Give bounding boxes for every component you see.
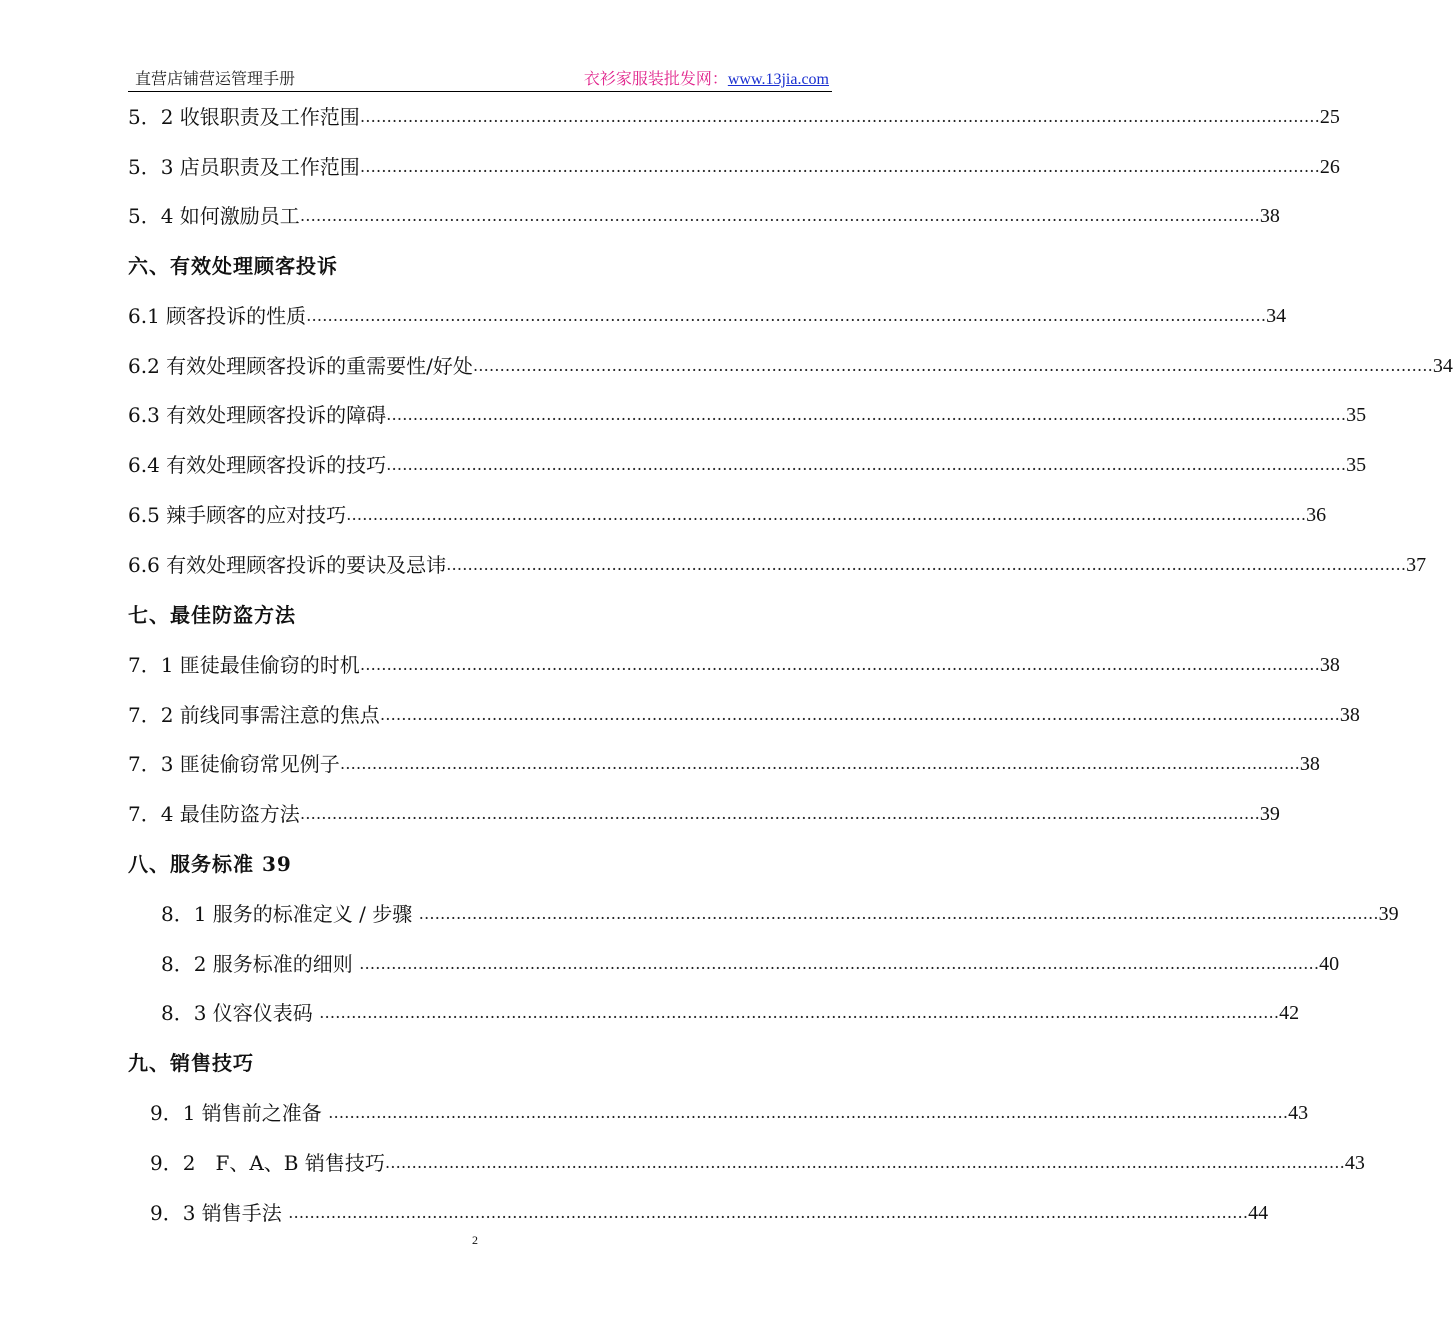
toc-entry[interactable] [128,152,1340,182]
toc-entry[interactable] [128,301,1287,331]
toc-page-number: 40 [1319,953,1340,975]
toc-page-number: 34 [1266,305,1287,327]
toc-entry-title: 7．2 前线同事需注意的焦点 [128,703,380,727]
toc-entry[interactable] [128,749,1320,779]
toc-entry-title: 6.2 有效处理顾客投诉的重需要性/好处 [128,354,473,378]
toc-entry-title: 8．2 服务标准的细则 [161,952,360,976]
toc-entry-title: 7．1 匪徒最佳偷窃的时机 [128,653,360,677]
dot-leader: ……………………………………………………………………………………………………………………………………………………………… [386,455,1347,474]
toc-page-number: 34 [1432,355,1453,377]
toc-entry[interactable] [150,1148,1365,1178]
toc-entry[interactable] [128,550,1427,580]
toc-section-heading: 八、服务标准 39 [128,852,292,876]
toc-page-number: 38 [1259,205,1280,227]
toc-entry-title: 9．3 销售手法 [150,1201,289,1225]
website-link[interactable]: www.13jia.com [727,71,829,88]
website-name: 衣衫家服装批发网： [583,69,728,88]
dot-leader: ……………………………………………………………………………………………………………………………………………………………… [306,306,1267,325]
toc-entry[interactable] [128,650,1340,680]
toc-entry-title: 6.4 有效处理顾客投诉的技巧 [128,453,387,477]
dot-leader: ……………………………………………………………………………………………………………………………………………………………… [319,1003,1280,1022]
toc-entry-title: 5．4 如何激励员工 [128,204,300,228]
toc-entry-title: 5．3 店员职责及工作范围 [128,155,360,179]
toc-entry[interactable] [161,899,1399,929]
toc-entry[interactable] [150,1098,1309,1128]
dot-leader: ……………………………………………………………………………………………………………………………………………………………… [359,157,1320,176]
page-number: 2 [472,1233,478,1247]
toc-entry-title: 7．3 匪徒偷窃常见例子 [128,752,340,776]
toc-section-heading: 九、销售技巧 [128,1051,254,1075]
dot-leader: ……………………………………………………………………………………………………………………………………………………………… [299,804,1260,823]
toc-page-number: 43 [1344,1152,1365,1174]
dot-leader: ……………………………………………………………………………………………………………………………………………………………… [379,705,1340,724]
dot-leader: ……………………………………………………………………………………………………………………………………………………………… [346,505,1307,524]
toc-entry-title: 6.3 有效处理顾客投诉的障碍 [128,403,387,427]
dot-leader: ……………………………………………………………………………………………………………………………………………………………… [339,754,1300,773]
toc-page-number: 37 [1406,554,1427,576]
dot-leader: ……………………………………………………………………………………………………………………………………………………………… [418,904,1379,923]
toc-page-number: 39 [1378,903,1399,925]
toc-page-number: 42 [1279,1002,1300,1024]
dot-leader: ……………………………………………………………………………………………………………………………………………………………… [359,107,1320,126]
dot-leader: ……………………………………………………………………………………………………………………………………………………………… [299,206,1260,225]
toc-page-number: 39 [1259,803,1280,825]
dot-leader: ……………………………………………………………………………………………………………………………………………………………… [386,405,1347,424]
header-website [584,66,829,89]
toc-section-heading: 七、最佳防盗方法 [128,603,296,627]
toc-page-number: 26 [1319,156,1340,178]
dot-leader: ……………………………………………………………………………………………………………………………………………………………… [328,1103,1289,1122]
toc-entry-title: 8．1 服务的标准定义 / 步骤 [161,902,419,926]
toc-page-number: 38 [1299,753,1320,775]
toc-entry[interactable] [128,201,1280,231]
toc-page-number: 38 [1339,704,1360,726]
dot-leader: ……………………………………………………………………………………………………………………………………………………………… [384,1153,1345,1172]
dot-leader: ……………………………………………………………………………………………………………………………………………………………… [359,655,1320,674]
toc-entry-title: 8．3 仪容仪表码 [161,1001,320,1025]
toc-entry-title: 5．2 收银职责及工作范围 [128,105,360,129]
dot-leader: ……………………………………………………………………………………………………………………………………………………………… [288,1203,1249,1222]
toc-page-number: 44 [1248,1202,1269,1224]
dot-leader: ……………………………………………………………………………………………………………………………………………………………… [472,356,1433,375]
toc-page-number: 35 [1346,454,1367,476]
toc-entry[interactable] [161,949,1340,979]
toc-entry-title: 9．2 F、A、B 销售技巧 [150,1151,385,1175]
manual-title: 直营店铺营运管理手册 [135,69,296,88]
toc-section-heading: 六、有效处理顾客投诉 [128,254,338,278]
toc-entry[interactable] [128,700,1360,730]
toc-entry-title: 9．1 销售前之准备 [150,1101,329,1125]
dot-leader: ……………………………………………………………………………………………………………………………………………………………… [446,555,1407,574]
toc-entry[interactable] [128,102,1340,132]
toc-page-number: 43 [1288,1102,1309,1124]
toc-entry-title: 6.6 有效处理顾客投诉的要诀及忌讳 [128,553,447,577]
toc-entry[interactable] [128,351,1453,381]
toc-entry[interactable] [128,450,1367,480]
toc-entry[interactable] [161,998,1300,1028]
toc-page-number: 38 [1319,654,1340,676]
toc-entry-title: 6.5 辣手顾客的应对技巧 [128,503,347,527]
toc-entry-title: 6.1 顾客投诉的性质 [128,304,307,328]
toc-entry[interactable] [128,400,1367,430]
dot-leader: ……………………………………………………………………………………………………………………………………………………………… [359,954,1320,973]
toc-entry[interactable] [128,799,1280,829]
toc-page-number: 35 [1346,404,1367,426]
header-divider [128,91,832,92]
toc-page-number: 36 [1306,504,1327,526]
toc-entry-title: 7．4 最佳防盗方法 [128,802,300,826]
toc-page-number: 25 [1319,106,1340,128]
toc-entry[interactable] [128,500,1327,530]
toc-entry[interactable] [150,1198,1269,1228]
